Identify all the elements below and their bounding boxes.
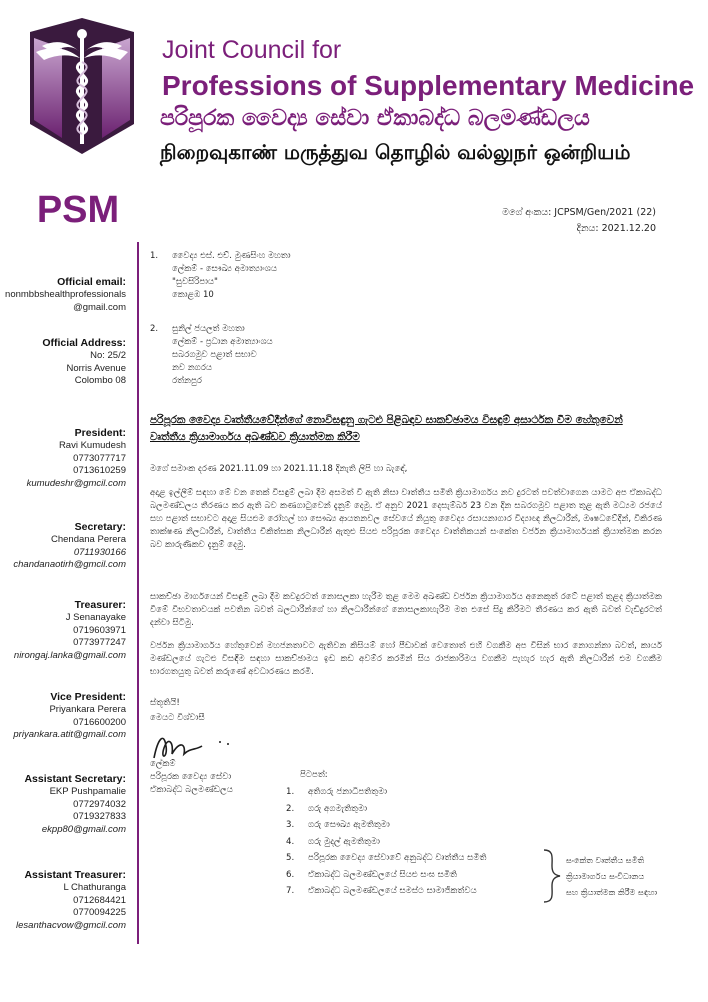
officer-email: priyankara.atit@gmail.com: [13, 729, 126, 740]
signer-org-line2: ඒකාබද්ධ බලමණ්ඩලය: [150, 785, 233, 795]
addressee-line: සබරගමුව පළාත් සභාව: [172, 350, 257, 360]
thanks-line: ස්තූතියි!: [150, 698, 180, 708]
addressee-line: සුනිල් ජයලත් මහතා: [172, 324, 245, 334]
address-line: Colombo 08: [74, 375, 126, 386]
officer-phone: 0716600200: [73, 716, 126, 728]
officer-phone: 0773077717: [73, 452, 126, 464]
officer-role: Assistant Secretary:: [24, 773, 126, 785]
sidebar-address-block: [42, 336, 126, 388]
officer-phone: 0770094225: [73, 907, 126, 918]
officer-role: Treasurer:: [74, 599, 126, 611]
officer-president: [27, 426, 126, 490]
officer-secretary: [13, 520, 126, 572]
officer-role: Assistant Treasurer:: [24, 869, 126, 881]
officer-phone: 0711930166: [73, 546, 126, 558]
officer-phone: 0772974032: [73, 798, 126, 810]
header-title-tamil: நிறைவுகாண் மருத்துவ தொழில் வல்லுநர் ஒன்றியம்: [160, 140, 631, 164]
addressee-line: ලේකම් - ප්‍රධාන අමාත්‍යාංශය: [172, 337, 273, 347]
address-label: Official Address:: [42, 337, 126, 349]
officer-name: J Senanayake: [65, 612, 126, 623]
officer-email: nirongaj.lanka@gmail.com: [13, 649, 126, 661]
psm-logo-text: PSM: [36, 189, 120, 228]
addressee-number: 1.: [150, 251, 159, 261]
officer-email: ekpp80@gmail.com: [41, 823, 126, 835]
email-label: Official email:: [57, 276, 126, 288]
addressee-line: වෛද්‍ය එස්. එච්. මුණසිංහ මහතා: [172, 251, 291, 261]
officer-role: President:: [74, 427, 126, 439]
officer-phone: 0713610259: [73, 465, 126, 476]
officer-name: Ravi Kumudesh: [58, 440, 126, 451]
brace-icon: [540, 848, 564, 904]
list-item: 1. අතිගරු ජනාධිපතිතුමා: [286, 787, 388, 797]
list-item: 7. ඒකාබද්ධ බලමණ්ඩලයේ සමස්ථ සාමාජිකත්වය: [286, 886, 477, 896]
addressee-line: ලේකම් - සෞඛ්‍ය අමාත්‍යාංශය: [172, 264, 277, 274]
email-line: @gmail.com: [73, 301, 126, 313]
officer-role: Secretary:: [74, 521, 126, 533]
address-line: No: 25/2: [90, 350, 126, 361]
reference-date: දිනය: 2021.12.20: [576, 223, 656, 234]
header-title-line2: Professions of Supplementary Medicine: [162, 70, 695, 101]
addressee-line: කොළඹ 10: [172, 290, 214, 300]
body-paragraph-2: සාකච්ඡා මාර්ගයෙන් විසඳුම් ලබා දීම කවදුරටත් නොසලකා හැරීම තුළ මෙම අඛණ්ඩ වර්ජන ක්‍රියාමාර්ගය අනෙකුත් රටේ පළාත් තුළද ක්‍රියාත්මක වීමේ විභවතාවයක් පවතින බවත් බලධාරීන්ගේ හා නිලධාරීන්ගේ නොසලකාහැරීම මත එසේ සිදු කිරීමට තීරණය කර ඇති බවත් වැඩිදුරටත් දන්වා සිටිමු.: [150, 592, 662, 628]
list-item: 5. පරිපූරක වෛද්‍ය සේවාවේ අනුබද්ධ වෘත්තීය සමිති: [286, 853, 487, 863]
addressee-1: [150, 250, 450, 310]
addressee-line: "සුවසිරිපාය": [172, 277, 218, 287]
signer-org-line1: පරිපූරක වෛද්‍ය සේවා: [150, 772, 232, 782]
officer-phone: 0712684421: [73, 894, 126, 906]
addressee-line: නව නගරය: [172, 363, 212, 373]
officer-name: Priyankara Perera: [49, 704, 126, 715]
salutation: මගේ සමාංක දරණ 2021.11.09 හා 2021.11.18 දිනැති ලිපි හා බැඳේ,: [150, 464, 408, 474]
email-line: nonmbbshealthprofessionals: [5, 289, 126, 300]
copies-note: [566, 852, 657, 900]
officer-treasurer: [14, 598, 126, 662]
letter-subject: පරිපූරක වෛද්‍ය වෘත්තීයවේදීන්ගේ නොවිසඳුනු ගැටළු පිළිබඳව සාකච්ඡාමය විසඳුම් අසාර්ථක වීම හේතුවෙන් වෘත්තීය ක්‍රියාමාර්ගය අඛණ්ඩව ක්‍රියාත්මක කිරීම: [150, 414, 623, 443]
copies-note-line: ක්‍රියාමාර්ගය සංවිධානය: [566, 871, 645, 881]
officer-role: Vice President:: [50, 691, 126, 703]
signer-title: ලේකම්: [150, 759, 176, 769]
addressee-line: රත්නපුර: [172, 376, 202, 386]
copies-note-line: සහ ක්‍රියාත්මක කිරීම සඳහා: [566, 887, 658, 897]
officer-assistant-secretary: [24, 772, 126, 836]
body-paragraph-3: වර්ජන ක්‍රියාමාර්ගය හේතුවෙන් මහජනතාවට ඇතිවන කිසියම් හෝ පීඩාවක් වෙතොත් එහි වගකීම අප විසින් භාර නොගන්නා බවත්, කාර්ය මණ්ඩලයේ ගැටළු විසඳීම සඳහා සාකච්ඡාමය ඉඩ කඩ අවම්ර කරමින් සිය රාජකාරිමය වගකීම පැහැර හැර ඇති නිලධාරීන් එම වගකීම භාරගතයුතු බවත් කරුණේ අවධාරණය කරමි.: [150, 641, 662, 677]
addressee-number: 2.: [150, 324, 159, 334]
officer-assistant-treasurer: [16, 868, 126, 932]
officer-name: L Chathuranga: [63, 882, 126, 893]
officer-name: EKP Pushpamalie: [49, 786, 126, 797]
caduceus-logo-icon: [22, 12, 142, 160]
address-line: Norris Avenue: [66, 362, 126, 374]
officer-vice-president: [13, 690, 126, 742]
sidebar-email-block: [5, 275, 126, 314]
officer-email: kumudeshr@gmcil.com: [26, 477, 126, 489]
regards-line: මෙයට විශ්වාසී: [150, 713, 205, 723]
psm-logo-icon: [22, 188, 134, 228]
reference-number: මගේ අංකය: JCPSM/Gen/2021 (22): [502, 207, 656, 218]
copies-list: [286, 784, 487, 900]
list-item: 6. ඒකාබද්ධ බලමණ්ඩලයේ සියළු සංඝ සමිති: [286, 869, 458, 880]
body-paragraph-1: අදාළ ඉල්ලීම් සඳහා මේ වන තෙක් විසඳුම් ලබා දීම අසමත් වී ඇති නිසා වෘත්තීය සමිති ක්‍රියාමාර්ගය නව දුරටත් පවත්වාගෙන යාමට අප ඒකාබද්ධ බලමණ්ඩලය තීරණය කර ඇති බව කණගාටුවෙන් දැනුම් දෙමු. ඒ අනුව 2021 දෙසැම්බර් 23 වන දින සබරගමුව පළාත තුළ ඇති මධ්‍යම රජයේ සහ පළාත් සභාවට අදාළ සියළුම රෝහල් හා සෞඛ්‍ය ආයතනවල සේවයේ නියුතු වෛද්‍ය රසායනාගාර විද්‍යාඥ නිලධාරීන්, ඖෂධවේදීන්, විකිරණ තාක්ෂණ නිලධාරීන්, වෘත්තීය චිකිත්සක නිලධාරීන් ඇතුළු සියළු පරිපූරක වෛද්‍ය වෘත්තිකයන් සංකේත වර්ජන ක්‍රියාමාර්ගයක් ක්‍රියාත්මක කරන බව කාරුණිකව දැනුම් දෙමු.: [150, 488, 662, 550]
officer-phone: 0719327833: [73, 811, 126, 822]
officer-email: chandanaotirh@gmcil.com: [13, 559, 126, 570]
list-item: 4. ගරු මුදල් ඇමතිතුමා: [286, 836, 380, 847]
officer-email: lesanthacvow@gmcil.com: [16, 919, 126, 931]
officer-phone: 0773977247: [73, 637, 126, 648]
header-title-line1: Joint Council for: [162, 36, 342, 64]
copies-note-line: සංකේත වෘත්තීය සමිති: [566, 855, 645, 865]
officer-phone: 0719603971: [73, 624, 126, 636]
addressee-2: [150, 323, 450, 393]
officer-name: Chendana Perera: [51, 534, 126, 545]
copies-label: පිටපත්:: [300, 770, 328, 780]
list-item: 3. ගරු සෞඛ්‍ය ඇමතිතුමා: [286, 820, 390, 830]
list-item: 2. ගරු අගමැතිතුමා: [286, 803, 368, 814]
header-title-sinhala: පරිපූරක වෛද්‍ය සේවා ඒකාබද්ධ බලමණ්ඩලය: [160, 106, 590, 131]
sidebar-divider: [137, 242, 139, 944]
